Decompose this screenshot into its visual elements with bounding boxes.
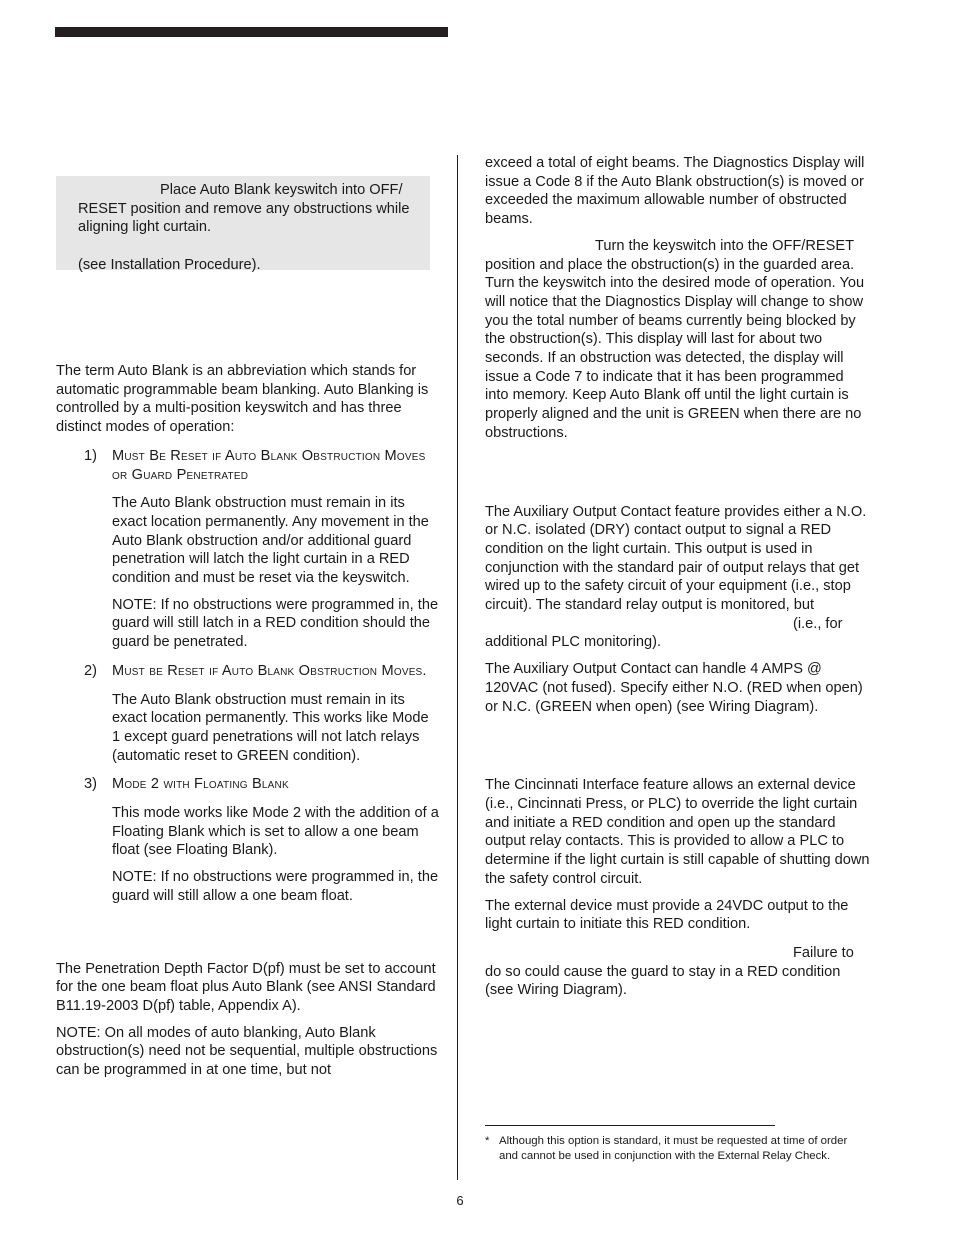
mode-2 bbox=[56, 662, 440, 766]
mode-1 bbox=[56, 447, 440, 652]
footnote-asterisk: * bbox=[485, 1135, 490, 1147]
depth-factor-paragraph: The Penetration Depth Factor D(pf) must be set to account for the one beam float plus Auto Blank (see ANSI Standard B11.19-2003 D(pf) table, Appendix A). bbox=[56, 960, 436, 1014]
caution-line-3: (see Installation Procedure). bbox=[78, 257, 261, 274]
aux-output-continued: (i.e., for bbox=[793, 615, 843, 632]
note-all-modes: NOTE: On all modes of auto blanking, Auto Blank obstruction(s) need not be sequential, multiple obstructions can be programmed in at one time, but not bbox=[56, 1024, 438, 1079]
continued-paragraph: exceed a total of eight beams. The Diagnostics Display will issue a Code 8 if the Auto Blank obstruction(s) is moved or exceeded the maximum allowable number of obstructed beams. bbox=[485, 155, 865, 228]
mode-body: The Auto Blank obstruction must remain in its exact location permanently. This works like Mode 1 except guard penetrations will not latch relays (automatic reset to GREEN condition). bbox=[112, 691, 429, 764]
mode-title: Must Be Reset if Auto Blank Obstruction Moves or Guard Penetrated bbox=[112, 447, 426, 483]
mode-title: Must be Reset if Auto Blank Obstruction Moves. bbox=[112, 662, 427, 679]
right-column bbox=[485, 154, 871, 1008]
programming-paragraph: position and place the obstruction(s) in the guarded area. Turn the keyswitch into the desired mode of operation. You will notice that the Diagnostics Display will change to show you the total number of beams currently being blocked by the obstruction(s). This display will last for about two seconds. If an obstruction was detected, the display will issue a Code 7 to indicate that it has been programmed into memory. Keep Auto Blank off until the light curtain is properly aligned and the unit is GREEN when there are no obstructions. bbox=[485, 256, 865, 441]
header-rule bbox=[55, 27, 448, 37]
mode-number: 1) bbox=[84, 447, 97, 464]
mode-number: 3) bbox=[84, 776, 97, 793]
mode-body: This mode works like Mode 2 with the addition of a Floating Blank which is set to allow a one beam float (see Floating Blank). bbox=[112, 805, 439, 859]
mode-body: The Auto Blank obstruction must remain in its exact location permanently. Any movement in the Auto Blank obstruction and/or additional guard penetration will latch the light curtain in a RED condition and must be reset via the keyswitch. bbox=[112, 495, 429, 587]
footnote-text: Although this option is standard, it must be requested at time of order and cannot be used in conjunction with the External Relay Check. bbox=[499, 1135, 848, 1163]
failure-paragraph: do so could cause the guard to stay in a RED condition (see Wiring Diagram). bbox=[485, 963, 841, 999]
mode-note: NOTE: If no obstructions were programmed in, the guard will still latch in a RED condition should the guard be penetrated. bbox=[112, 596, 439, 651]
cincinnati-paragraph: The Cincinnati Interface feature allows an external device (i.e., Cincinnati Press, or PLC) to override the light curtain and initiate a RED condition and open up the standard output relay contacts. This is provided to allow a PLC to determine if the light curtain is still capable of shutting down the safety control circuit. bbox=[485, 777, 870, 887]
mode-note: NOTE: If no obstructions were programmed in, the guard will still allow a one beam float. bbox=[112, 869, 439, 904]
aux-output-paragraph: The Auxiliary Output Contact feature provides either a N.O. or N.C. isolated (DRY) contact output to signal a RED condition on the light curtain. This output is used in conjunction with the standard pair of output relays that get wired up to the safety circuit of your equipment (i.e., stop circuit). The standard relay output is monitored, but bbox=[485, 503, 867, 614]
cincinnati-requirement: The external device must provide a 24VDC output to the light curtain to initiate this RED condition. bbox=[485, 897, 849, 933]
caution-line-1: Place Auto Blank keyswitch into OFF/ bbox=[160, 182, 403, 198]
page-number: 6 bbox=[456, 1193, 464, 1208]
caution-box bbox=[56, 176, 430, 274]
footnote bbox=[485, 1134, 865, 1164]
caution-line-2: RESET position and remove any obstructions while aligning light curtain. bbox=[78, 200, 410, 236]
aux-output-rating: The Auxiliary Output Contact can handle 4 AMPS @ 120VAC (not fused). Specify either N.O. (RED when open) or N.C. (GREEN when open) (see Wiring Diagram). bbox=[485, 661, 863, 715]
programming-lead: Turn the keyswitch into the OFF/RESET bbox=[595, 237, 854, 254]
footnote-rule bbox=[485, 1125, 775, 1126]
mode-number: 2) bbox=[84, 662, 97, 679]
aux-output-end: additional PLC monitoring). bbox=[485, 634, 662, 651]
auto-blank-intro: The term Auto Blank is an abbreviation which stands for automatic programmable beam blanking. Auto Blanking is controlled by a multi-position keyswitch and has three distinct modes of operation: bbox=[56, 363, 429, 436]
mode-3 bbox=[56, 775, 440, 905]
left-column bbox=[56, 176, 440, 1088]
column-divider bbox=[457, 155, 458, 1180]
failure-lead: Failure to bbox=[793, 944, 854, 961]
mode-title: Mode 2 with Floating Blank bbox=[112, 776, 289, 793]
